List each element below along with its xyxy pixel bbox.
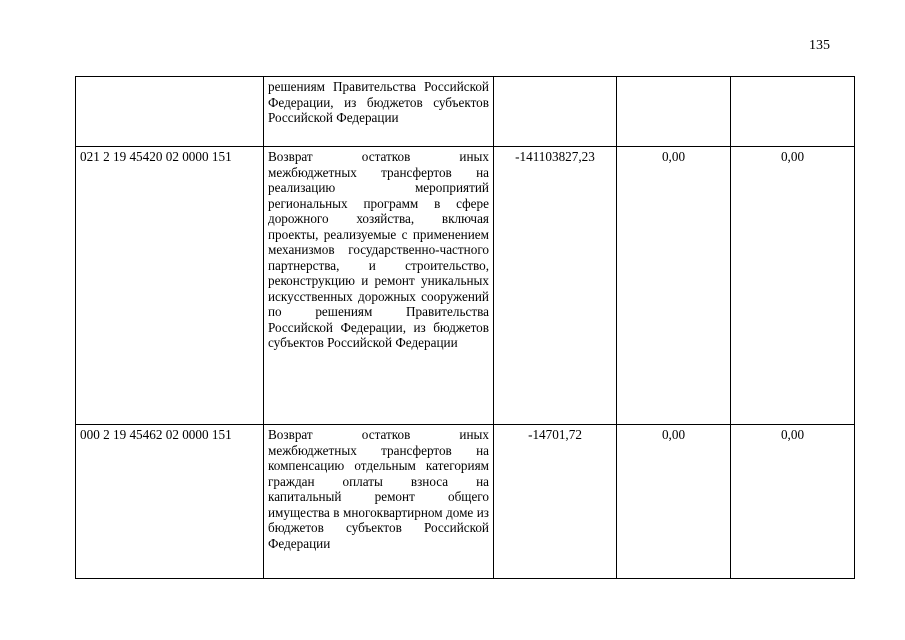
budget-code-cell	[76, 77, 264, 147]
value-cell-5: 0,00	[731, 425, 855, 579]
value-cell-4	[617, 77, 731, 147]
description-cell: Возврат остатков иных межбюджетных трансфертов на компенсацию отдельным категориям граждан оплаты взноса на капитальный ремонт общего имущества в многоквартирном доме из бюджетов субъектов Российской Федерации	[264, 425, 494, 579]
budget-code-cell: 021 2 19 45420 02 0000 151	[76, 147, 264, 425]
value-cell-4: 0,00	[617, 147, 731, 425]
budget-code-cell: 000 2 19 45462 02 0000 151	[76, 425, 264, 579]
description-cell: решениям Правительства Российской Федерации, из бюджетов субъектов Российской Федерации	[264, 77, 494, 147]
table-row	[76, 147, 855, 425]
value-cell-5: 0,00	[731, 147, 855, 425]
amount-cell	[494, 77, 617, 147]
table-row	[76, 425, 855, 579]
table-row	[76, 77, 855, 147]
value-cell-5	[731, 77, 855, 147]
page-number: 135	[809, 38, 830, 53]
description-cell: Возврат остатков иных межбюджетных трансфертов на реализацию мероприятий региональных программ в сфере дорожного хозяйства, включая проекты, реализуемые с применением механизмов государственно-частного партнерства, и строительство, реконструкцию и ремонт уникальных искусственных дорожных сооружений по решениям Правительства Российской Федерации, из бюджетов субъектов Российской Федерации	[264, 147, 494, 425]
budget-table	[75, 76, 855, 579]
amount-cell: -141103827,23	[494, 147, 617, 425]
value-cell-4: 0,00	[617, 425, 731, 579]
amount-cell: -14701,72	[494, 425, 617, 579]
